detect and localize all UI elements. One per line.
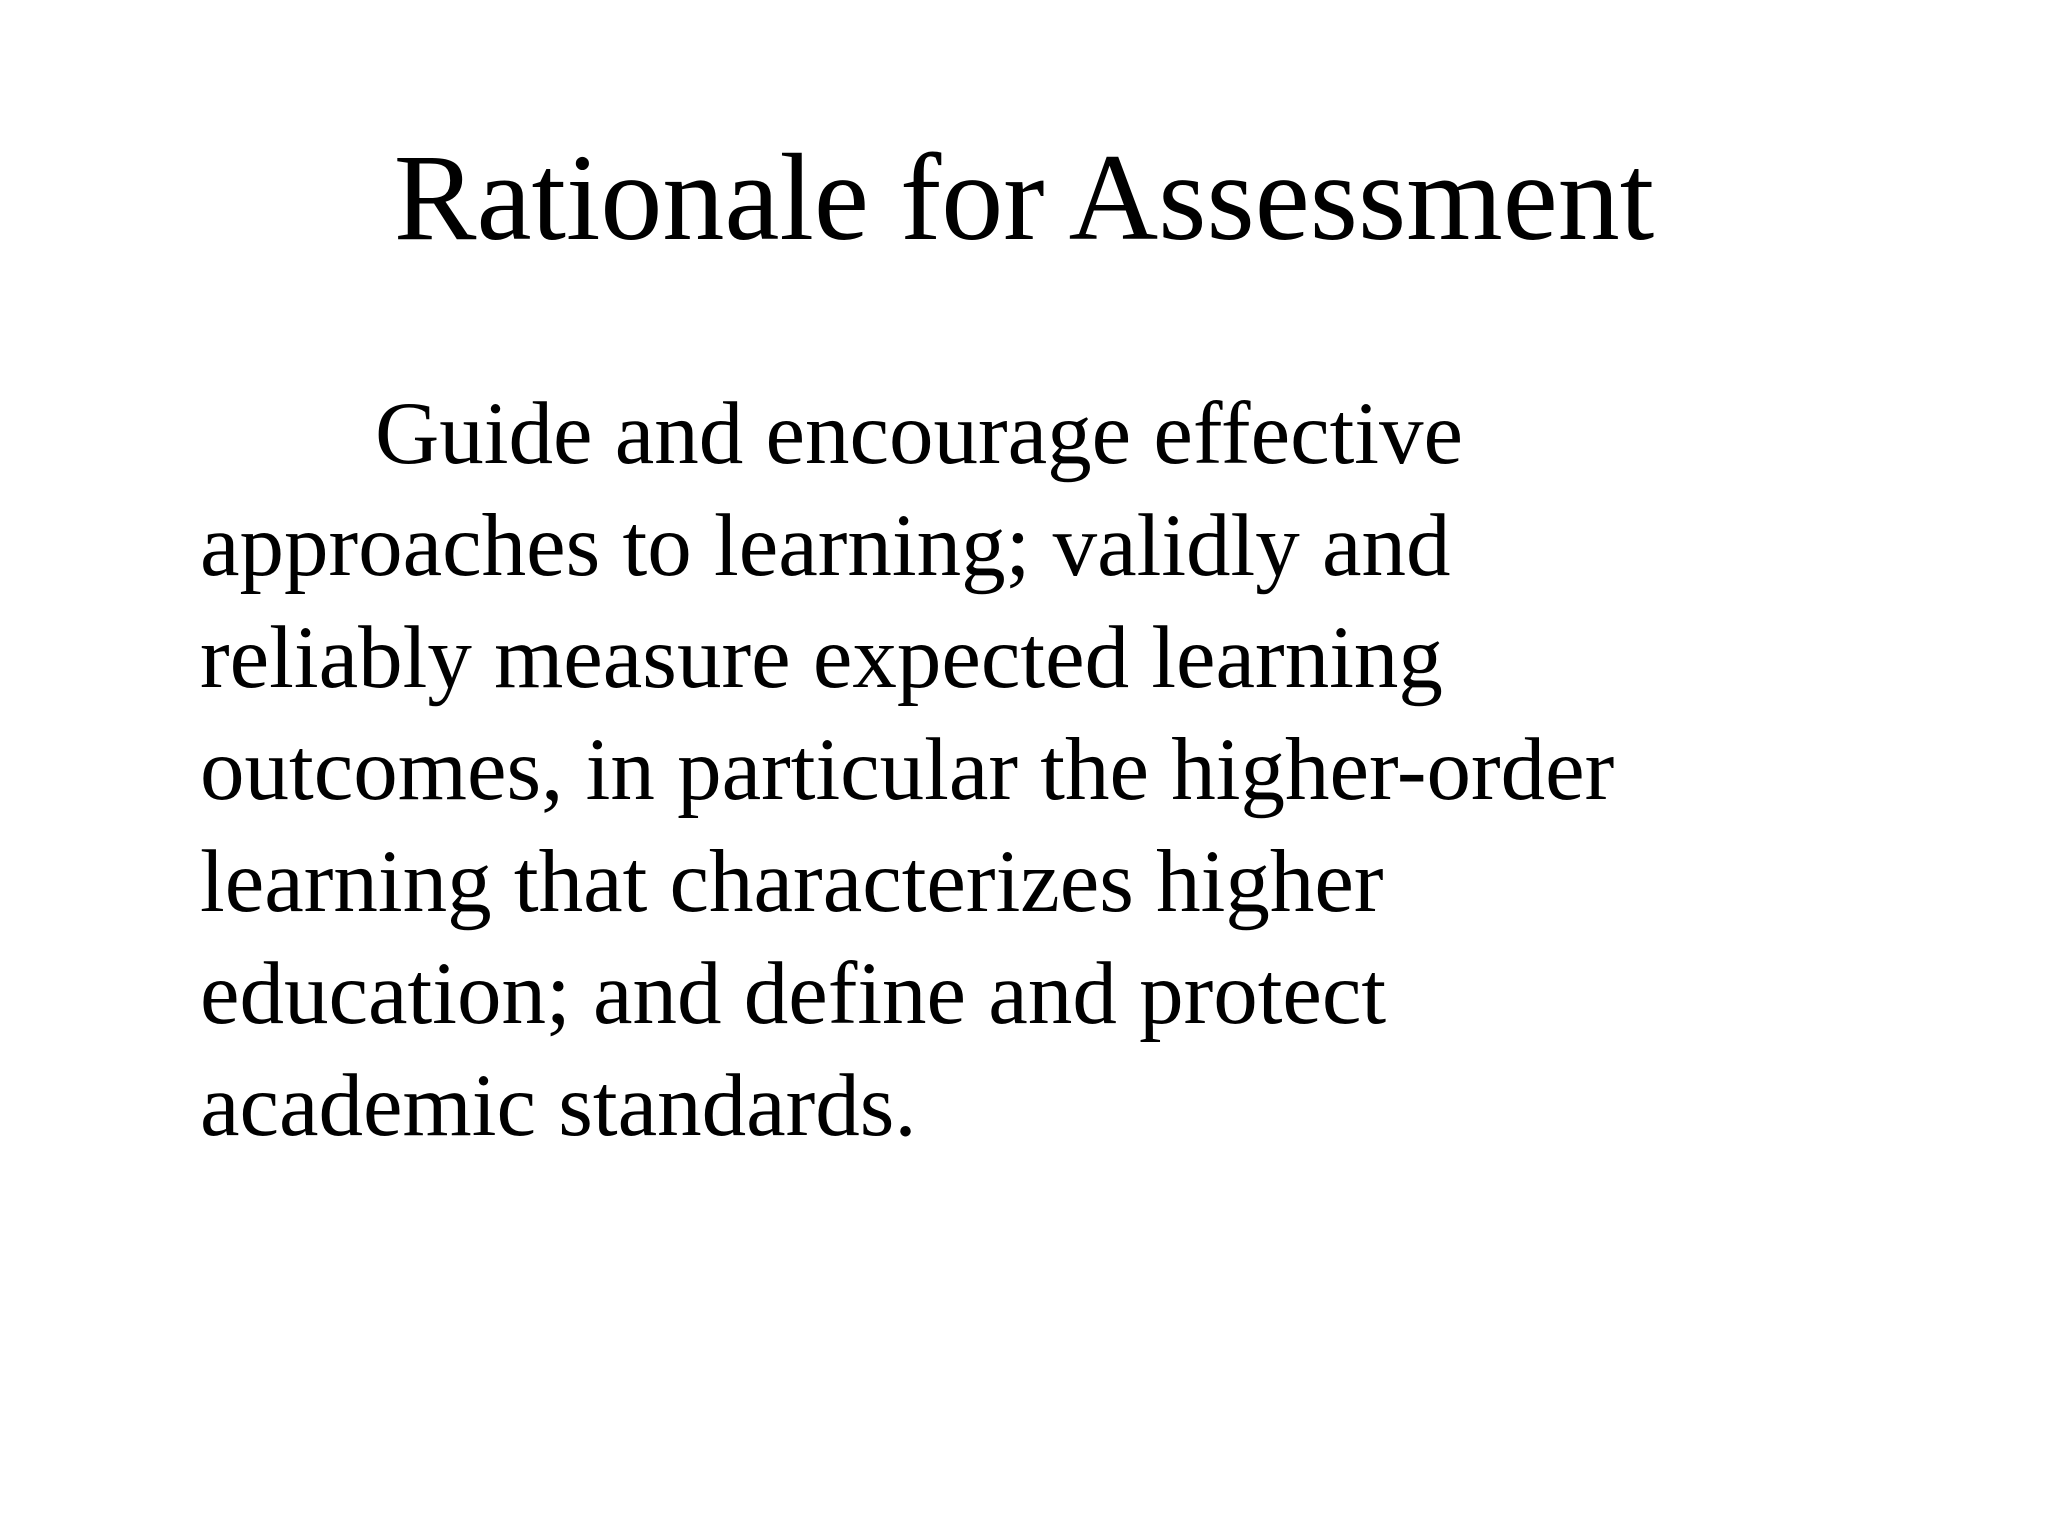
body-line: education; and define and protect	[200, 945, 1387, 1043]
slide-title: Rationale for Assessment	[393, 129, 1655, 266]
body-paragraph	[200, 378, 1940, 1162]
body-line: academic standards.	[200, 1057, 917, 1155]
body-line: learning that characterizes higher	[200, 833, 1384, 931]
body-line: outcomes, in particular the higher-order	[200, 721, 1615, 819]
body-line: Guide and encourage effective	[375, 385, 1464, 483]
body-line: approaches to learning; validly and	[200, 497, 1451, 595]
body-line: reliably measure expected learning	[200, 609, 1443, 707]
